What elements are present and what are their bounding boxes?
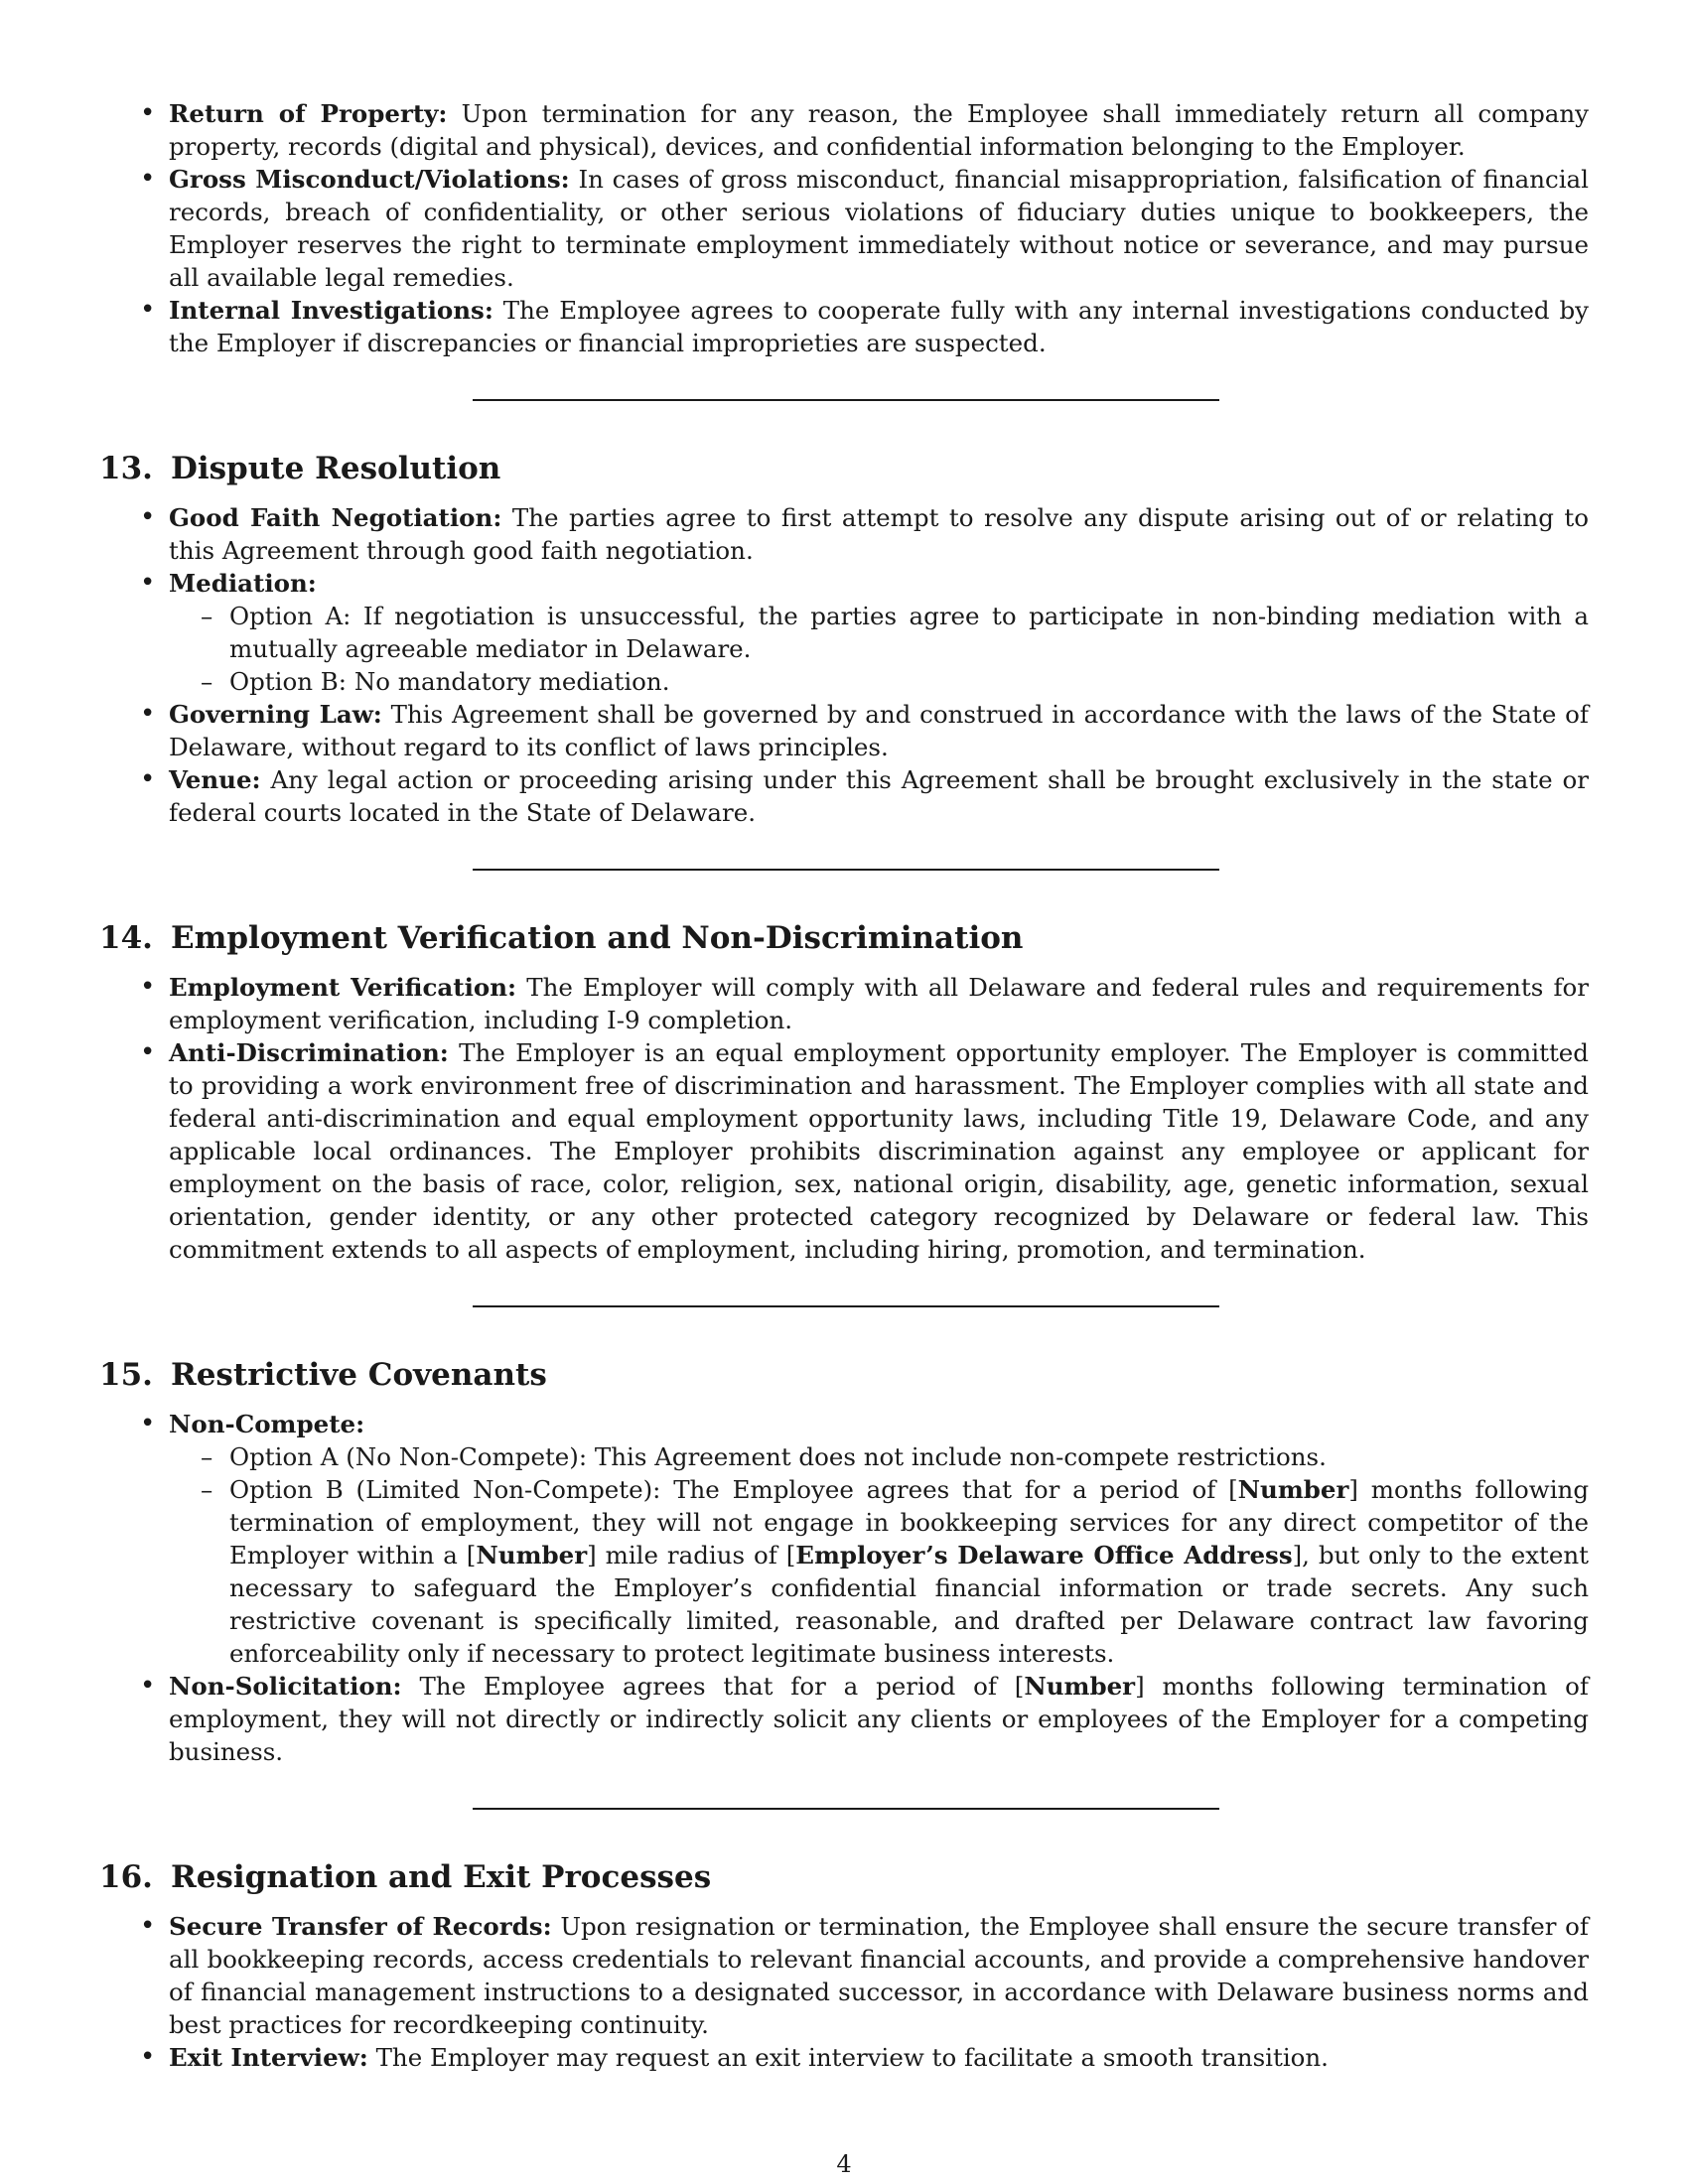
section-13-list	[99, 501, 1589, 829]
item-text: The Employer will comply with all Delaware and federal rules and requirements for employment verification, including I-9 completion.	[169, 973, 1589, 1034]
item-term: Venue:	[169, 765, 261, 794]
section-12-list	[99, 97, 1589, 359]
list-item	[169, 97, 1589, 163]
item-term: Internal Investigations:	[169, 296, 493, 325]
item-text: The Employer is an equal employment opportunity employer. The Employer is committed to providing a work environment free of discrimination and harassment. The Employer complies with all state and federal anti-discrimination and equal employment opportunity laws, including Title 19, Delaware Code, and any applicable local ordinances. The Employer prohibits discrimination against any employee or applicant for employment on the basis of race, color, religion, sex, national origin, disability, age, genetic information, sexual orientation, gender identity, or any other protected category recognized by Delaware or federal law. This commitment extends to all aspects of employment, including hiring, promotion, and termination.	[169, 1038, 1589, 1264]
section-heading	[99, 918, 1589, 958]
item-term: Secure Transfer of Records:	[169, 1912, 552, 1941]
item-term: Non-Compete:	[169, 1410, 365, 1438]
item-term: Return of Property:	[169, 99, 448, 128]
item-term: Anti-Discrimination:	[169, 1038, 449, 1067]
section-15-list	[99, 1408, 1589, 1768]
sub-list-item: – Option A: If negotiation is unsuccessful, the parties agree to participate in non-binding mediation with a mutually agreeable mediator in Delaware.	[229, 600, 1589, 665]
section-16-list	[99, 1910, 1589, 2074]
section-title: Resignation and Exit Processes	[170, 1859, 712, 1895]
section-title: Restrictive Covenants	[170, 1357, 547, 1393]
section-number: 15.	[99, 1357, 153, 1393]
section-number: 16.	[99, 1859, 153, 1895]
list-item	[169, 1036, 1589, 1266]
list-item	[169, 1910, 1589, 2041]
list-item	[169, 501, 1589, 567]
placeholder-field: Employer’s Delaware Office Address	[795, 1541, 1293, 1570]
sub-list-item: – Option B: No mandatory mediation.	[229, 665, 1589, 698]
section-title: Dispute Resolution	[170, 451, 501, 486]
item-text: Upon resignation or termination, the Employee shall ensure the secure transfer of all bookkeeping records, access credentials to relevant financial accounts, and provide a comprehensive handover of financial management instructions to a designated successor, in accordance with Delaware business norms and best practices for recordkeeping continuity.	[169, 1912, 1590, 2039]
section-heading	[99, 1355, 1589, 1395]
section-number: 13.	[99, 451, 153, 486]
section-divider	[473, 1808, 1219, 1810]
section-title: Employment Verification and Non-Discrimination	[170, 920, 1024, 956]
item-term: Governing Law:	[169, 700, 382, 729]
item-text: The parties agree to first attempt to resolve any dispute arising out of or relating to this Agreement through good faith negotiation.	[169, 503, 1589, 565]
sub-list-item: – Option A (No Non-Compete): This Agreement does not include non-compete restrictions.	[229, 1440, 1589, 1473]
section-divider	[473, 399, 1219, 401]
list-item	[169, 294, 1589, 359]
section-heading	[99, 1857, 1589, 1897]
section-divider	[473, 869, 1219, 871]
text-run: ] months following termination of employment, they will not engage in bookkeeping services for any direct competitor of the Employer within a [	[229, 1475, 1589, 1570]
placeholder-field: Number	[476, 1541, 588, 1570]
item-text: In cases of gross misconduct, financial misappropriation, falsification of financial records, breach of confidentiality, or other serious violations of fiduciary duties unique to bookkeepers, the Employer reserves the right to terminate employment immediately without notice or severance, and may pursue all available legal remedies.	[169, 165, 1589, 292]
item-text: This Agreement shall be governed by and construed in accordance with the laws of the State of Delaware, without regard to its conflict of laws principles.	[169, 700, 1589, 761]
section-heading	[99, 449, 1589, 488]
item-term: Employment Verification:	[169, 973, 517, 1002]
item-text: Any legal action or proceeding arising under this Agreement shall be brought exclusively in the state or federal courts located in the State of Delaware.	[169, 765, 1589, 827]
mediation-options	[169, 600, 1589, 698]
page-number: 4	[836, 2150, 852, 2178]
list-item	[169, 163, 1589, 294]
sub-list-item	[229, 1473, 1589, 1670]
text-run: ] months following termination of employment, they will not directly or indirectly solicit any clients or employees of the Employer for a competing business.	[169, 1672, 1589, 1766]
placeholder-field: Number	[1024, 1672, 1136, 1701]
list-item	[169, 567, 1589, 698]
section-divider	[473, 1305, 1219, 1307]
list-item	[169, 763, 1589, 829]
item-text: The Employee agrees to cooperate fully with any internal investigations conducted by the Employer if discrepancies or financial improprieties are suspected.	[169, 296, 1589, 357]
list-item	[169, 1408, 1589, 1670]
text-run: Option B (Limited Non-Compete): The Employee agrees that for a period of [	[229, 1475, 1238, 1504]
list-item	[169, 698, 1589, 763]
item-term: Non-Solicitation:	[169, 1672, 402, 1701]
document-page	[99, 97, 1589, 2074]
item-term: Good Faith Negotiation:	[169, 503, 502, 532]
non-compete-options	[169, 1440, 1589, 1670]
placeholder-field: Number	[1237, 1475, 1349, 1504]
list-item	[169, 971, 1589, 1036]
section-14-list	[99, 971, 1589, 1266]
item-term: Exit Interview:	[169, 2043, 368, 2072]
text-run: ] mile radius of [	[587, 1541, 796, 1570]
text-run: The Employee agrees that for a period of [	[419, 1672, 1025, 1701]
text-run: ], but only to the extent necessary to safeguard the Employer’s confidential financial information or trade secrets. Any such restrictive covenant is specifically limited, reasonable, and drafted per Delaware contract law favoring enforceability only if necessary to protect legitimate business interests.	[229, 1541, 1589, 1668]
list-item	[169, 1670, 1589, 1768]
item-term: Mediation:	[169, 569, 317, 598]
section-number: 14.	[99, 920, 153, 956]
item-text: Upon termination for any reason, the Employee shall immediately return all company property, records (digital and physical), devices, and confidential information belonging to the Employer.	[169, 99, 1589, 161]
list-item	[169, 2041, 1589, 2074]
item-term: Gross Misconduct/Violations:	[169, 165, 570, 194]
item-text: The Employer may request an exit interview to facilitate a smooth transition.	[375, 2043, 1329, 2072]
